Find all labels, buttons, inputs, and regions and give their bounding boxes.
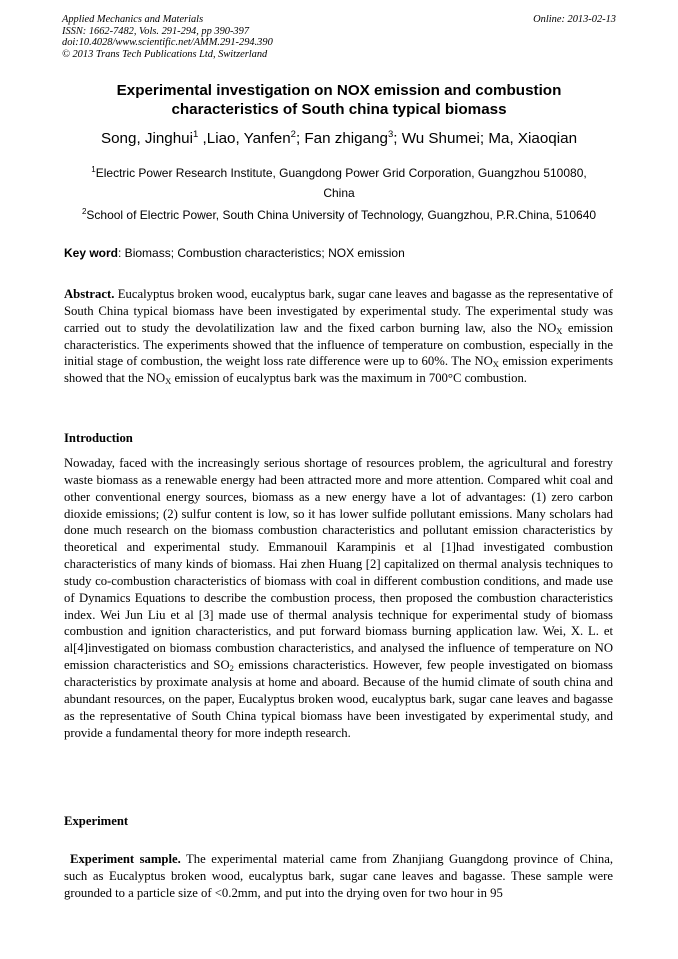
abstract-text-4: emission of eucalyptus bark was the maximum in 700°C combustion. xyxy=(171,371,527,386)
abstract-text-1: Eucalyptus broken wood, eucalyptus bark, sugar cane leaves and bagasse as the representative of South China typical biomass have been investigated by experimental study. The experimental study was carried out to study the devolatilization law and the fixed carbon burning law, also the NO xyxy=(64,287,613,335)
abstract-text-2: emission characteristics. The experiments showed that the influence of temperature on combustion, especially in the initial stage of combustion, the weight loss rate difference were up to 60%. The NO xyxy=(64,320,613,369)
affiliation-1-sup: 1 xyxy=(91,165,96,174)
abstract-text-3: emission experiments showed that the NO xyxy=(64,354,614,386)
author-1: Song, Jinghui xyxy=(100,130,194,147)
experiment-sample-label: Experiment sample. xyxy=(70,852,181,866)
online-date: Online: 2013-02-13 xyxy=(533,14,616,25)
introduction-text-2: emissions characteristics. However, few people investigated on biomass characteristics by proximate analysis at home and aboard. Because of the humid climate of south china and abundant resources, on the paper, Eucalyptus broken wood, eucalyptus bark, sugar cane leaves and bagasse as the representative of South China typical biomass have been investigated by experimental study, and provide a fundamental theory for more indepth research. xyxy=(64,658,613,740)
journal-header xyxy=(62,14,616,60)
abstract-sub-2: X xyxy=(492,359,499,370)
introduction-text-1: Nowaday, faced with the increasingly serious shortage of resources problem, the agricultural and forestry waste biomass as a renewable energy had been attracted more and more attention. Compared whit coal and other conventional energy sources, biomass as a new energy have a lot of advantages: (1) zero carbon dioxide emissions; (2) sulfur content is low, so it has lower sulfide pollutant emissions. Many scholars had done much research on the biomass combustion characteristics and pollutant emission characteristics by theoretical and experimental study. Emmanouil Karampinis et al [1]had investigated combustion characteristics of many kinds of biomass. Hai zhen Huang [2] capitalized on thermal analysis techniques to study co-combustion characteristics of biomass with coal in different combustion conditions, and made use of Dynamics Equations to describe the combustion process, then proposed the combustion characteristics index. Wei Jun Liu et al [3] made use of thermal analysis technique for experimental study of biomass combustion and ignition characteristics, and put forward biomass burning application law. Wei, X. L. et al[4]investigated on biomass combustion characteristics, and analysed the influence of temperature on NO emission characteristics and SO xyxy=(64,456,613,673)
experiment-paragraph xyxy=(64,851,613,902)
doi-line: doi:10.4028/www.scientific.net/AMM.291-294.390 xyxy=(62,37,273,49)
paper-title xyxy=(62,81,616,119)
affiliation-1-line-1: Electric Power Research Institute, Guangdong Power Grid Corporation, Guangzhou 510080, xyxy=(95,166,587,180)
title-line-1: Experimental investigation on NOX emission and combustion xyxy=(116,82,562,99)
journal-name: Applied Mechanics and Materials xyxy=(62,14,204,25)
keywords xyxy=(64,245,616,262)
abstract-label: Abstract. xyxy=(64,287,115,301)
author-list xyxy=(40,129,638,149)
author-2-sup: 2 xyxy=(290,129,296,140)
title-line-2: characteristics of South china typical biomass xyxy=(171,101,507,118)
author-4: ; Wu Shumei; Ma, Xiaoqian xyxy=(393,130,578,147)
affiliation-2 xyxy=(30,206,648,226)
affiliation-2-text: School of Electric Power, South China University of Technology, Guangzhou, P.R.China, 510640 xyxy=(86,208,597,222)
affiliation-2-sup: 2 xyxy=(81,207,87,216)
issn-line: ISSN: 1662-7482, Vols. 291-294, pp 390-397 xyxy=(62,25,250,37)
experiment-heading: Experiment xyxy=(64,814,129,828)
abstract-paragraph xyxy=(64,286,613,387)
introduction-paragraph xyxy=(64,455,613,741)
author-3-sup: 3 xyxy=(387,129,394,140)
introduction-sub: 2 xyxy=(229,663,234,674)
abstract-sub-3: X xyxy=(165,376,172,387)
keywords-text: : Biomass; Combustion characteristics; NOX emission xyxy=(118,246,405,260)
author-1-sup: 1 xyxy=(193,129,199,140)
author-2: ,Liao, Yanfen xyxy=(198,130,291,147)
experiment-sample-text: The experimental material came from Zhanjiang Guangdong province of China, such as Eucalyptus broken wood, eucalyptus bark, sugar cane leaves and bagasse. These sample were grounded to a particle size of <0.2mm, and put into the drying oven for two hour in 95 xyxy=(64,852,613,900)
affiliation-1-line-2: China xyxy=(323,185,355,200)
copyright-line: © 2013 Trans Tech Publications Ltd, Switzerland xyxy=(62,48,268,60)
affiliation-1 xyxy=(62,164,616,203)
keywords-label: Key word xyxy=(64,246,119,260)
abstract-sub-1: X xyxy=(556,325,563,336)
introduction-heading: Introduction xyxy=(64,431,133,445)
author-3: ; Fan zhigang xyxy=(295,130,388,147)
